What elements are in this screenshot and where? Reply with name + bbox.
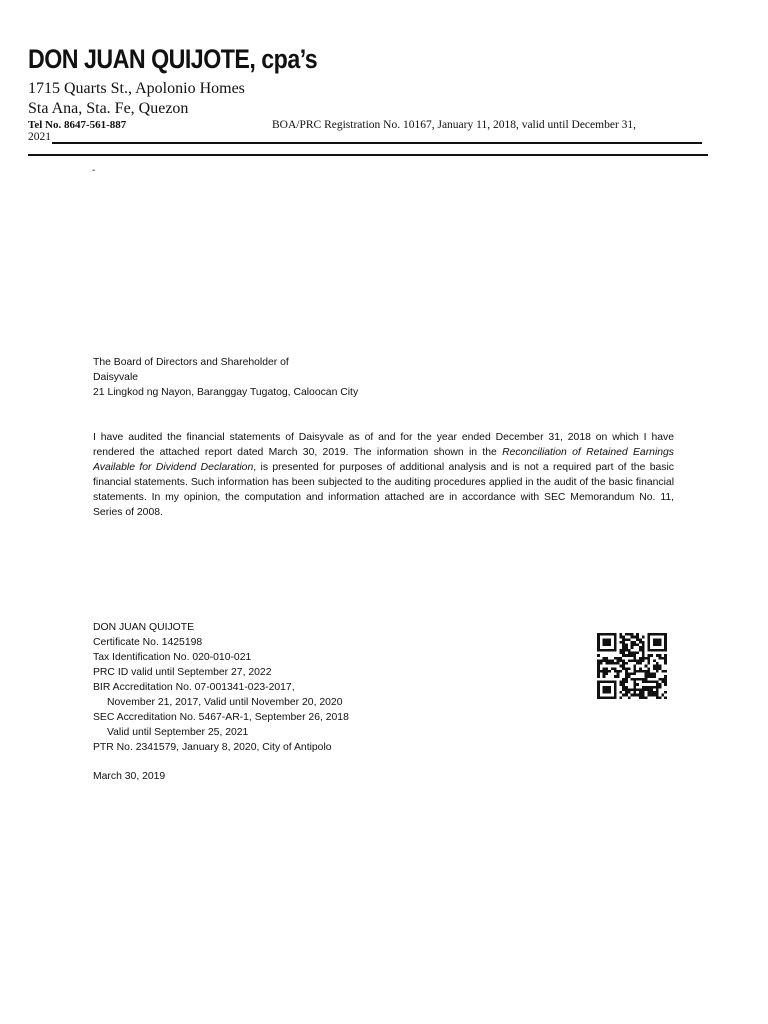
addressee-company: Daisyvale (93, 372, 139, 383)
signature-block (93, 620, 349, 755)
addressee-address: 21 Lingkod ng Nayon, Baranggay Tugatog, Caloocan City (93, 387, 359, 398)
report-date: March 30, 2019 (93, 771, 166, 782)
body-paragraph (93, 430, 674, 520)
body-text-part2: , is presented for purposes of additional analysis and is not a required part of the basic financial statements. Such information has been subjected to the auditing procedures applied in the audit of the basic financial statements. In my opinion, the computation and information attached are in accordance with SEC Memorandum No. 11, Series of 2008. (93, 462, 674, 518)
firm-address-line2: Sta Ana, Sta. Fe, Quezon (28, 100, 189, 117)
signatory-name: DON JUAN QUIJOTE (93, 622, 195, 633)
letterhead-rule-lower (28, 154, 708, 156)
tax-id-number: Tax Identification No. 020-010-021 (93, 652, 252, 663)
body-text-part1: I have audited the financial statements of Daisyvale as of and for the year ended December 31, 2018 on which I have rendered the attached report dated March 30, 2019. The information shown in the (93, 432, 674, 458)
addressee-block (93, 355, 358, 400)
qr-code-icon (597, 633, 667, 699)
body-text-report-title: Reconciliation of Retained Earnings Available for Dividend Declaration (93, 447, 675, 473)
prc-id-validity: PRC ID valid until September 27, 2022 (93, 667, 272, 678)
bir-accreditation-validity: November 21, 2017, Valid until November 20, 2020 (107, 697, 343, 708)
bir-accreditation: BIR Accreditation No. 07-001341-023-2017, (93, 682, 295, 693)
firm-address-line1: 1715 Quarts St., Apolonio Homes (28, 80, 245, 97)
sec-accreditation-validity: Valid until September 25, 2021 (107, 727, 249, 738)
firm-name: DON JUAN QUIJOTE, cpa’s (28, 44, 318, 74)
dash-mark: - (92, 165, 96, 176)
telephone-number: Tel No. 8647-561-887 (28, 119, 127, 131)
letterhead-rule-upper (52, 142, 702, 144)
sec-accreditation: SEC Accreditation No. 5467-AR-1, September 26, 2018 (93, 712, 349, 723)
ptr-number: PTR No. 2341579, January 8, 2020, City of Antipolo (93, 742, 332, 753)
registration-info: BOA/PRC Registration No. 10167, January 11, 2018, valid until December 31, (272, 119, 637, 131)
registration-info-cont: 2021 (28, 131, 51, 143)
certificate-number: Certificate No. 1425198 (93, 637, 203, 648)
addressee-line1: The Board of Directors and Shareholder of (93, 357, 289, 368)
